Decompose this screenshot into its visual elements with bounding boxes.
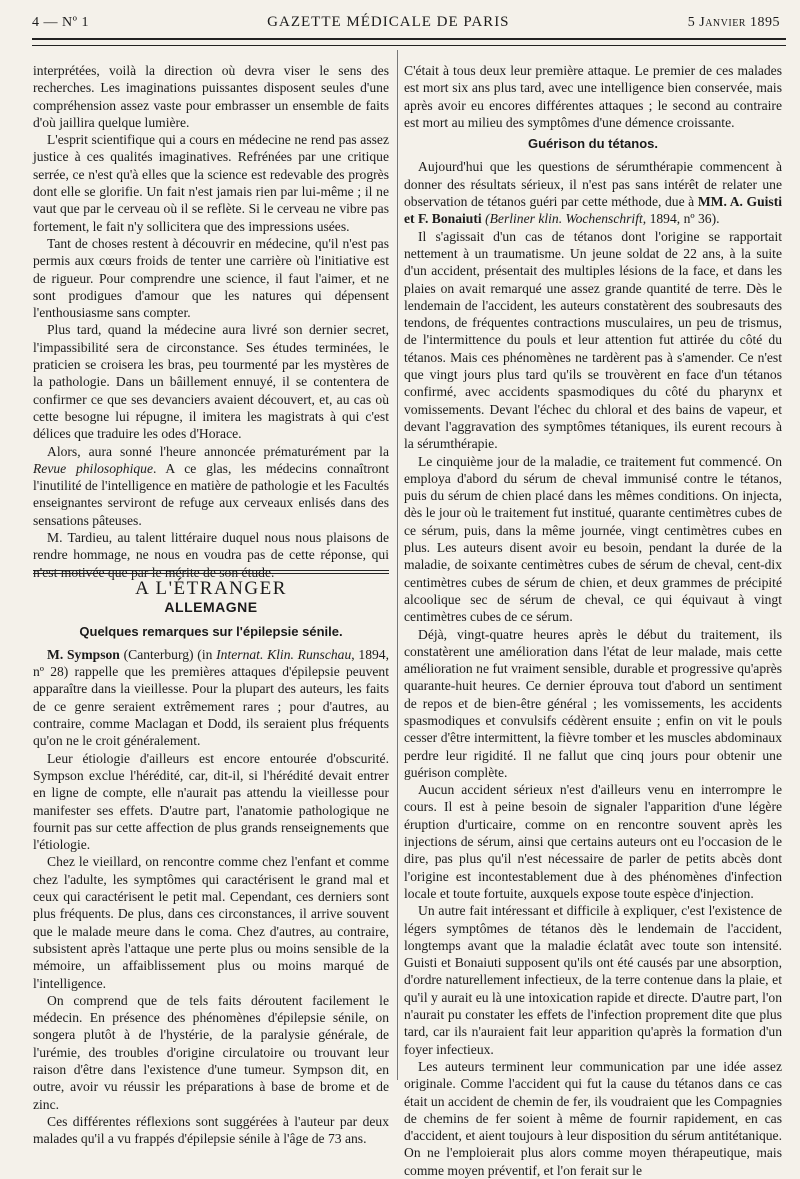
paragraph: L'esprit scientifique qui a cours en médecine ne rend pas assez justice à ces qualités imaginatives. Refrénées par une critique serrée, ce n'est qu'à elles que la science est redevable des progrès dont elle se glorifie. Un fait n'est jamais rien par lui-même ; il ne vaut que par le cerveau où il se reflète. Si le cerveau ne vibre pas fortement, le fait n'y sollicitera que des impressions usées.: [33, 132, 389, 234]
text-run: Alors, aura sonné l'heure annoncée prématurément par la: [47, 443, 389, 459]
paragraph: Plus tard, quand la médecine aura livré son dernier secret, l'impassibilité sera de circonstance. Ses études terminées, le praticien se croisera les bras, peu tourmenté par les mystères de la pathologie. Dans un bâillement ennuyé, il se contentera de confirmer ce que ses devanciers avaient découvert, et, au cas où cette besogne lui répugne, il imitera les magistrats à qui c'est délices que traduire les odes d'Horace.: [33, 322, 389, 442]
paragraph: Un autre fait intéressant et difficile à expliquer, c'est l'existence de légers symptômes de tétanos dès le lendemain de l'accident, longtemps avant que la maladie éclatât avec toute son intensité. Guisti et Bonaiuti supposent qu'ils ont été causés par une absorption, d'ordre naturellement infectieux, de la terre contenue dans la plaie, et qu'il y aurait eu là une intoxication rapide et directe. D'autre part, l'on n'aurait pu constater les effets de l'infection proprement dite que plus tard, car ils n'auraient fait leur apparition qu'après la formation d'un foyer infectieux.: [404, 903, 782, 1057]
page-number: 4 — Nº 1: [32, 15, 89, 30]
paragraph: interprétées, voilà la direction où devra viser le sens des recherches. Les imaginations puissantes disposent seules d'une compréhension assez vaste pour embrasser un ensemble de faits d'où jaillira quelque lumière.: [33, 63, 389, 130]
text-run: , 1894, nº 28) rappelle que les premières attaques d'épilepsie peuvent apparaître dans la vieillesse. Pour la plupart des auteurs, les faits de ce genre seraient extrêmement rares ; pour d'autres, au contraire, comme Maclagan et Dodd, ils seraient plus fréquents qu'on ne le croit généralement.: [33, 646, 389, 749]
paragraph: Il s'agissait d'un cas de tétanos dont l'origine se rapportait nettement à un traumatisme. Un jeune soldat de 22 ans, à la suite d'un accident, présentait des multiples lésions de la face, et dans les plaies on avait remarqué une assez grande quantité de terre. Dès le lendemain de l'accident, les auteurs constatèrent des soubresauts des tendons, de fréquentes contractions musculaires, un peu de trismus, de l'intermittence du pouls et leur attention fut attirée du côté du tétanos. Mais ces phénomènes ne tardèrent pas à s'amender. Ce n'est que vingt jours plus tard qu'ils se trouvèrent en face d'un tétanos confirmé, avec accidents spasmodiques du côté du pharynx et vomissements. Devant l'échec du chloral et des bains de vapeur, et devant l'aggravation des symptômes tétaniques, ils eurent recours à la sérumthérapie.: [404, 228, 782, 452]
header-rule: [32, 38, 786, 46]
paragraph: On comprend que de tels faits déroutent facilement le médecin. En présence des phénomènes d'épilepsie sénile, on songera plutôt à de l'hystérie, de la paralysie générale, de l'urémie, des troubles d'origine circulatoire ou trouvant leur raison d'être dans l'existence d'une tumeur. Sympson dit, en outre, avoir vu réussir les préparations à base de brome et de zinc.: [33, 992, 389, 1112]
text-run: (Canterburg) (in: [119, 646, 217, 662]
author-name: M. Sympson: [47, 646, 120, 662]
text-run: Aujourd'hui que les questions de sérumthérapie commencent à donner des résultats sérieux, il n'est pas sans intérêt de relater une observation de tétanos guéri par cette méthode, due à: [404, 159, 782, 210]
section-title: A L'ÉTRANGER: [135, 578, 287, 599]
journal-reference: Internat. Klin. Runschau: [216, 646, 352, 662]
paragraph: M. Tardieu, au talent littéraire duquel nous nous plaisons de rendre hommage, ne nous en voudra pas de cette réponse, qui n'est motivée que par le mérite de son étude.: [33, 530, 389, 580]
journal-reference: (Berliner klin. Wochenschrift: [481, 211, 643, 227]
article-title: Guérison du tétanos.: [527, 136, 658, 152]
paragraph: C'était à tous deux leur première attaque. Le premier de ces malades est mort six ans plus tard, avec une intelligence bien conservée, mais après avoir eu encores différentes attaques ; le second au contraire est mort au milieu des symptômes d'une démence croissante.: [404, 63, 782, 130]
column-divider: [397, 50, 398, 1080]
paragraph: Leur étiologie d'ailleurs est encore entourée d'obscurité. Sympson exclue l'hérédité, car, dit-il, si l'hérédité devait entrer en ligne de compte, elle n'aurait pas attendu la vieillesse pour manifester ses effets. D'autre part, l'anatomie pathologique ne fournit pas sur cette affection de plus grands renseignements que l'étiologie.: [33, 750, 389, 853]
paragraph: Aucun accident sérieux n'est d'ailleurs venu en interrompre le cours. Il est à peine besoin de signaler l'apparition d'une légère éruption d'urticaire, comme on en rencontre souvent après les injections de sérum, ainsi que certains auteurs ont eu l'occasion de le dire, pas plus qu'il n'est nécessaire de parler de petits abcès dont l'origine est incontestablement due à des phénomènes d'infection locale et toute fortuite, auxquels expose toute espèce d'injection.: [404, 782, 782, 901]
section-rule: [33, 570, 389, 574]
text-run: , 1894, nº 36).: [642, 211, 720, 227]
page-header: [32, 14, 780, 36]
paragraph: Le cinquième jour de la maladie, ce traitement fut commencé. On employa d'abord du sérum de cheval immunisé contre le tétanos, puis du sérum de chien placé dans les mêmes conditions. On injecta, dès le jour où le traitement fut institué, quarante centimètres cubes de ce sérum, puis, dans la même journée, vingt centimètres cubes en plus. Les auteurs disent avoir eu besoin, pendant la durée de la maladie, de soixante centimètres cubes de sérum de cheval, cent-dix centimètres cubes de sérum de chien, et deux grammes de précipité alcoolique sec de sérum de cheval, ce qui équivaut à vingt centimètres cubes de ce sérum.: [404, 453, 782, 625]
paragraph: Déjà, vingt-quatre heures après le début du traitement, ils constatèrent une amélioration dans l'état de leur malade, mais cette amélioration ne fut vraiment sensible, durable et progressive qu'après quarante-huit heures. Ce dernier éprouva tout d'abord un sentiment de repos et de bien-être général ; les vomissements, les accidents spasmodiques et convulsifs cédèrent ensuite ; enfin on vit le pouls cesser d'être intermittent, la fièvre tomber et les muscles abdominaux perdre leur rigidité. Il ne fallut que cinq jours pour obtenir une guérison complète.: [404, 626, 782, 780]
author-names: MM. A. Guisti et F. Bonaiuti: [404, 194, 783, 227]
left-column-top: [33, 62, 389, 581]
journal-reference: Revue philosophique: [33, 460, 153, 476]
paragraph: [33, 646, 389, 750]
article-title: Quelques remarques sur l'épilepsie sénile.: [79, 623, 343, 639]
left-column-bottom: [33, 570, 389, 1148]
text-run: . A ce glas, les médecins connaîtront l'inutilité de l'intelligence en matière de pathologie et les Facultés enseignantes serviront de refuge aux cerveaux enlisés dans des sensations pâteuses.: [33, 460, 389, 528]
paragraph: [404, 158, 782, 227]
section-country: ALLEMAGNE: [164, 599, 258, 616]
paragraph: Ces différentes réflexions sont suggérées à l'auteur par deux malades qu'il a vu frappés d'épilepsie sénile à l'âge de 73 ans.: [33, 1113, 389, 1147]
paragraph: [33, 443, 389, 529]
right-column: [404, 62, 782, 1179]
paragraph: Chez le vieillard, on rencontre comme chez l'enfant et comme chez l'adulte, les symptômes qui caractérisent le grand mal et ceux qui caractérisent le petit mal. Cependant, ces derniers sont plus fréquents. De plus, dans ces circonstances, il arrive souvent que le malade meure dans le coma. Chez d'autres, au contraire, subsistent après l'attaque une perte plus ou moins sensible de la mémoire, un affaiblissement plus ou moins marqué de l'intelligence.: [33, 854, 389, 991]
paragraph: Les auteurs terminent leur communication par une idée assez originale. Comme l'accident qui fut la cause du tétanos dans ce cas était un accident de chemin de fer, ils voudraient que les Compagnies de chemins de fer soient à même de fournir rapidement, en cas d'accident, et aient toujours à leur disposition du sérum antitétanique. On ne l'emploierait plus alors comme moyen thérapeutique, mais comme moyen préventif, et l'on ferait sur le: [404, 1058, 782, 1178]
paragraph: Tant de choses restent à découvrir en médecine, qu'il n'est pas permis aux cœurs froids de tenter une carrière où l'initiative est de rigueur. Pour comprendre une science, il faut l'aimer, et ne sont prodigues d'amour que les natures qui dépensent l'enthousiasme sans compter.: [33, 235, 389, 321]
journal-title: GAZETTE MÉDICALE DE PARIS: [267, 14, 510, 30]
issue-date: 5 Janvier 1895: [687, 15, 780, 30]
